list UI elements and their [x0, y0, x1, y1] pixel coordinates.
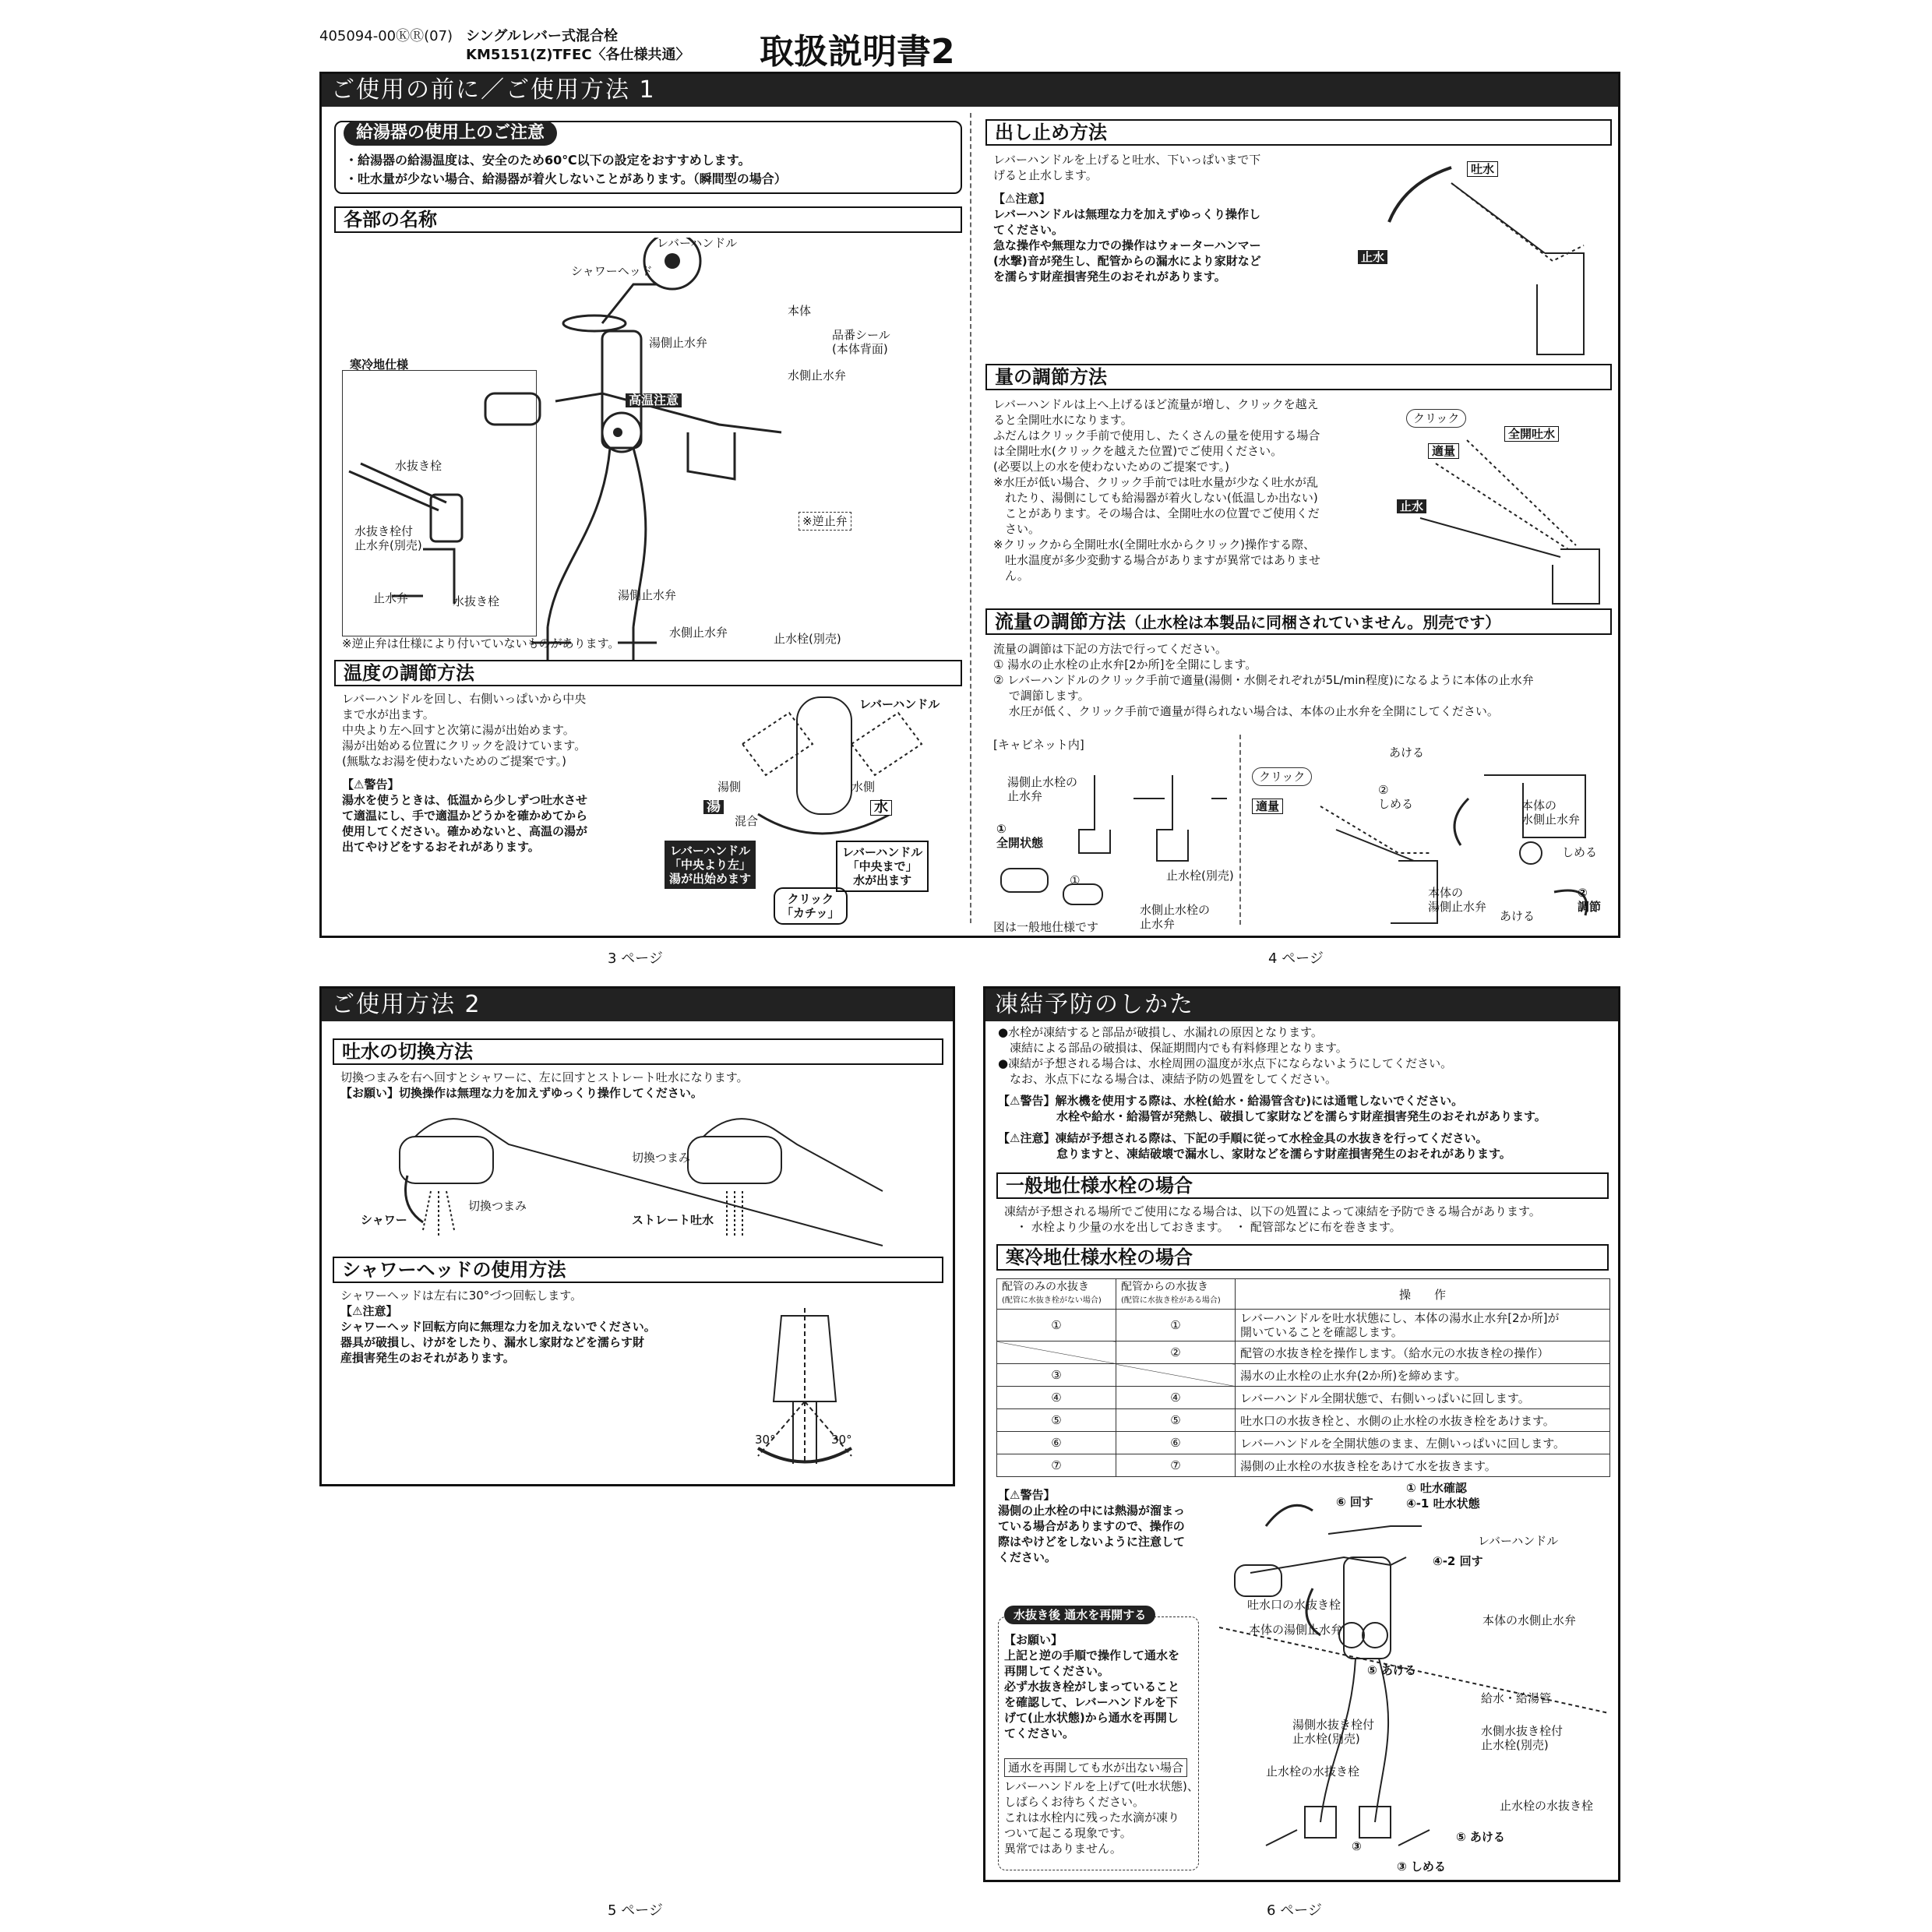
row-1-op: レバーハンドルを吐水状態にし、本体の湯水止水弁[2か所]が 開いていることを確認します。 — [1236, 1310, 1610, 1341]
section-bar: ご使用方法 2 — [322, 989, 953, 1021]
diag-label-valve-drain-2: 止水栓の水抜き栓 — [1500, 1799, 1594, 1813]
heater-line-1: ・給湯器の給湯温度は、安全のため60℃以下の設定をおすすめします。 — [345, 153, 751, 167]
flow-label-out: 吐水 — [1467, 161, 1498, 177]
general-title: 一般地仕様水栓の場合 — [996, 1172, 1609, 1199]
freeze-warn: 【⚠警告】解氷機を使用する際は、水栓(給水・給湯管含む)には通電しないでください。 水栓や給水・給湯管が発熱し、破損して家財などを濡らす財産損害発生のおそれがあります。 — [998, 1094, 1546, 1123]
rate-label-open: あける — [1389, 746, 1425, 760]
switch-line-1: 切換つまみを右へ回すとシャワーに、左に回すとストレート吐水になります。 — [340, 1070, 749, 1084]
product-line-1: シングルレバー式混合栓 — [466, 28, 618, 44]
resume-head: 【お願い】 — [1004, 1633, 1063, 1647]
label-shower-head: シャワーヘッド — [571, 264, 653, 278]
rate-label-two-close: ② しめる — [1378, 783, 1414, 811]
drain-table — [996, 1278, 1610, 1477]
label-check-valve: ※逆止弁 — [799, 512, 851, 531]
flow-title: 出し止め方法 — [985, 119, 1612, 146]
row-2-b: ② — [1116, 1341, 1236, 1364]
heater-line-2: ・吐水量が少ない場合、給湯器が着火しないことがあります。（瞬間型の場合） — [345, 171, 787, 186]
temp-click-box: クリック 「カチッ」 — [774, 887, 848, 925]
diag-label-one-check: ① 吐水確認 — [1406, 1481, 1467, 1495]
subheader-from-pipe: (配管に水抜き栓がある場合) — [1121, 1296, 1221, 1305]
temp-label-lever: レバーハンドル — [859, 697, 940, 711]
drain-procedure-diagram — [1219, 1495, 1609, 1869]
row-7-op: 湯側の止水栓の水抜き栓をあけて水を抜きます。 — [1236, 1454, 1610, 1477]
rate-title-note: （止水栓は本製品に同梱されていません。別売です） — [1126, 613, 1501, 632]
cold-title: 寒冷地仕様水栓の場合 — [996, 1244, 1609, 1271]
row-5-a: ⑤ — [997, 1409, 1116, 1432]
rate-label-open-2: あける — [1500, 909, 1535, 923]
diag-label-five-open: ⑤ あける — [1367, 1663, 1416, 1677]
rate-label-adjust: ② 調節 — [1578, 886, 1602, 914]
cold-warn: 湯側の止水栓の中には熱湯が溜まっ ている場合がありますので、操作の 際はやけどをしないように注意して ください。 — [998, 1504, 1186, 1564]
label-stop-sold: 止水栓(別売) — [774, 632, 841, 646]
diag-label-six-turn: ⑥ 回す — [1336, 1495, 1373, 1509]
table-row — [997, 1387, 1610, 1409]
page-6-panel — [983, 986, 1620, 1882]
subheader-pipe-only: (配管に水抜き栓がない場合) — [1002, 1296, 1102, 1305]
row-5-b: ⑤ — [1116, 1409, 1236, 1432]
volume-title: 量の調節方法 — [985, 364, 1612, 390]
temp-body: レバーハンドルを回し、右側いっぱいから中央 まで水が出ます。 中央より左へ回すと次第に湯が出始めます。 湯が出始める位置にクリックを設けています。 (無駄なお湯を使わないためのご提案です。) — [342, 692, 587, 768]
volume-label-full: 全開吐水 — [1504, 426, 1559, 442]
table-row — [997, 1341, 1610, 1364]
freeze-intro: ●水栓が凍結すると部品が破損し、水漏れの原因となります。 凍結による部品の破損は、保証期間内でも有料修理となります。 ●凍結が予想される場合は、水栓周囲の温度が氷点下にならないようにしてください。 なお、氷点下になる場合は、凍結予防の処置をしてください。 — [998, 1025, 1453, 1086]
rate-label-hot-body: 本体の 湯側止水弁 — [1428, 886, 1487, 914]
diag-label-three-close: ③ しめる — [1397, 1860, 1446, 1874]
volume-label-click: クリック — [1406, 409, 1466, 428]
rate-label-click: クリック — [1252, 767, 1312, 786]
row-4-b: ④ — [1116, 1387, 1236, 1409]
freeze-caution: 【⚠注意】凍結が予想される際は、下記の手順に従って水栓金具の水抜きを行ってください。 怠りますと、凍結破壊で漏水し、家財などを濡らす財産損害発生のおそれがあります。 — [998, 1131, 1511, 1161]
label-body: 本体 — [788, 304, 812, 318]
switch-label-straight: ストレート吐水 — [632, 1213, 714, 1227]
resume-body: 上記と逆の手順で操作して通水を 再開してください。 必ず水抜き栓がしまっていること を確認して、レバーハンドルを下 げて(止水状態)から通水を再開し てください。 — [1004, 1648, 1180, 1740]
rate-title-main: 流量の調節方法 — [995, 611, 1126, 633]
doc-title: 取扱説明書2 — [760, 32, 955, 72]
volume-body: レバーハンドルは上へ上げるほど流量が増し、クリックを越え ると全開吐水になります。 ふだんはクリック手前で使用し、たくさんの量を使用する場合 は全開吐水(クリックを越えた位置)でご使用ください。 (必要以上の水を使わないためのご提案です。) ※水圧が低い場合、クリック手前では吐水量が少なく吐水が乱 れたり、湯側にしても給湯器が着火しない(低温しか出ない) ことがあります。その場合は、全開吐水の位置でご使用くだ さい。 ※クリックから全開吐水(全開吐水からクリック)操作する際、 吐水温度が多少変動する場合がありますが異常ではありませ ん。 — [993, 397, 1321, 583]
volume-label-stop: 止水 — [1397, 499, 1426, 513]
product-line-2: KM5151(Z)TFEC〈各仕様共通〉 — [466, 47, 690, 63]
heater-caution-title: 給湯器の使用上のご注意 — [344, 121, 557, 146]
section-bar: ご使用の前に／ご使用方法 1 — [322, 74, 1618, 107]
resume-pill: 水抜き後 通水を再開する — [1004, 1606, 1155, 1624]
diag-label-lever: レバーハンドル — [1478, 1534, 1559, 1548]
temp-left-box: レバーハンドル 「中央より左」 湯が出始めます — [665, 841, 756, 889]
row-1-a: ① — [997, 1310, 1116, 1341]
switch-title: 吐水の切換方法 — [333, 1038, 943, 1065]
parts-title: 各部の名称 — [334, 206, 962, 233]
row-3-b — [1116, 1364, 1236, 1387]
flow-caution: レバーハンドルは無理な力を加えずゆっくり操作し てください。 急な操作や無理な力での操作はウォーターハンマー (水撃)音が発生し、配管からの漏水により家財など を濡らす財産損害発生のおそれがあります。 — [993, 207, 1261, 284]
page-number-6: 6 ページ — [1267, 1902, 1322, 1919]
switch-diagram — [384, 1105, 914, 1277]
head-caution-head: 【⚠注意】 — [340, 1304, 398, 1318]
general-body: 凍結が予想される場所でご使用になる場合は、以下の処置によって凍結を予防できる場合があります。 ・ 水栓より少量の水を出しておきます。 ・ 配管部などに布を巻きます。 — [1004, 1204, 1541, 1234]
diag-label-four-1: ④-1 吐水状態 — [1406, 1497, 1480, 1511]
diag-label-spout-drain: 吐水口の水抜き栓 — [1247, 1598, 1341, 1612]
flow-body: レバーハンドルを上げると吐水、下いっぱいまで下 げると止水します。 — [993, 153, 1261, 182]
head-caution: シャワーヘッド回転方向に無理な力を加えないでください。 器具が破損し、けがをしたり、漏水し家財などを濡らす財 産損害発生のおそれがあります。 — [340, 1320, 656, 1365]
table-row — [997, 1432, 1610, 1454]
doc-code: 405094-00ⓀⓇ(07) — [319, 28, 453, 44]
label-hot-stop-2: 湯側止水弁 — [618, 588, 677, 602]
row-2-op: 配管の水抜き栓を操作します。（給水元の水抜き栓の操作） — [1236, 1341, 1610, 1364]
pages-3-4-panel — [319, 72, 1620, 938]
switch-label-knob-2: 切換つまみ — [632, 1151, 691, 1165]
rate-label-proper: 適量 — [1252, 799, 1283, 814]
temp-label-cold-side: 水側 — [851, 780, 876, 794]
label-hot-caution: 高温注意 — [626, 393, 682, 407]
rate-label-one: ① — [1070, 873, 1081, 887]
diag-label-three: ③ — [1352, 1839, 1362, 1853]
rate-label-cold-valve: 水側止水栓の 止水弁 — [1140, 903, 1211, 931]
page-5-panel — [319, 986, 955, 1486]
rate-label-stop-sold: 止水栓(別売) — [1166, 869, 1234, 883]
label-drain-plug-2: 水抜き栓 — [453, 594, 500, 608]
row-1-b: ① — [1116, 1310, 1236, 1341]
flow-label-stop: 止水 — [1358, 250, 1387, 264]
flow-caution-head: 【⚠注意】 — [993, 192, 1051, 206]
diag-label-five-open-2: ⑤ あける — [1456, 1830, 1505, 1844]
label-lever: レバーハンドル — [657, 236, 738, 250]
head-title: シャワーヘッドの使用方法 — [333, 1257, 943, 1283]
rate-label-cold-body: 本体の 水側止水弁 — [1521, 799, 1581, 827]
head-line-1: シャワーヘッドは左右に30°づつ回転します。 — [340, 1289, 583, 1303]
label-cold-stop: 水側止水弁 — [788, 368, 847, 383]
label-drain-plug: 水抜き栓 — [395, 459, 442, 473]
row-6-a: ⑥ — [997, 1432, 1116, 1454]
row-3-op: 湯水の止水栓の止水弁(2か所)を締めます。 — [1236, 1364, 1610, 1387]
label-serial: 品番シール (本体背面) — [832, 328, 890, 356]
diag-label-body-cold: 本体の水側止水弁 — [1482, 1613, 1577, 1627]
table-row — [997, 1310, 1610, 1341]
head-deg-left: 30° — [755, 1433, 776, 1447]
label-cold-stop-2: 水側止水弁 — [669, 626, 728, 640]
rate-label-hot-valve: 湯側止水栓の 止水弁 — [1007, 775, 1078, 803]
diag-label-four-2: ④-2 回す — [1433, 1554, 1483, 1568]
nowater-body: レバーハンドルを上げて(吐水状態)、 しばらくお待ちください。 これは水栓内に残った水滴が凍り ついて起こる現象です。 異常ではありません。 — [1004, 1779, 1199, 1856]
rate-title — [985, 608, 1612, 635]
temp-label-hot-side: 湯側 — [717, 780, 742, 794]
rate-label-full-open: ① 全開状態 — [996, 822, 1044, 850]
flow-lever-diagram — [1358, 152, 1615, 362]
diag-label-valve-drain: 止水栓の水抜き栓 — [1266, 1765, 1360, 1779]
temp-label-cold: 水 — [870, 800, 892, 816]
cold-warn-head: 【⚠警告】 — [998, 1488, 1056, 1502]
parts-footnote: ※逆止弁は仕様により付いていないものがあります。 — [342, 636, 620, 650]
table-row — [997, 1454, 1610, 1477]
row-7-b: ⑦ — [1116, 1454, 1236, 1477]
row-6-b: ⑥ — [1116, 1432, 1236, 1454]
row-5-op: 吐水口の水抜き栓と、水側の止水栓の水抜き栓をあけます。 — [1236, 1409, 1610, 1432]
switch-label-shower: シャワー — [361, 1213, 407, 1227]
diag-label-supply: 給水・給湯管 — [1481, 1691, 1552, 1705]
table-row — [997, 1364, 1610, 1387]
switch-line-2: 【お願い】切換操作は無理な力を加えずゆっくり操作してください。 — [340, 1086, 703, 1100]
temp-warn: 湯水を使うときは、低温から少しずつ吐水させ て適温にし、手で適温かどうかを確かめてから 使用してください。確かめないと、高温の湯が 出てやけどをするおそれがあります。 — [342, 793, 588, 854]
label-cold-spec: 寒冷地仕様 — [350, 358, 409, 372]
label-drain-valve: 水抜き栓付 止水弁(別売) — [354, 524, 422, 552]
switch-label-knob-1: 切換つまみ — [468, 1199, 527, 1213]
head-rotation-diagram — [727, 1300, 883, 1472]
rate-label-close: しめる — [1562, 845, 1598, 859]
row-7-a: ⑦ — [997, 1454, 1116, 1477]
rate-label-cabinet: [キャビネット内] — [993, 738, 1084, 752]
row-6-op: レバーハンドルを全開状態のまま、左側いっぱいに回します。 — [1236, 1432, 1610, 1454]
row-4-op: レバーハンドル全開状態で、右側いっぱいに回します。 — [1236, 1387, 1610, 1409]
temp-right-box: レバーハンドル 「中央まで」 水が出ます — [836, 841, 929, 892]
label-stop-valve: 止水弁 — [373, 591, 409, 605]
volume-label-proper: 適量 — [1428, 443, 1459, 459]
row-4-a: ④ — [997, 1387, 1116, 1409]
rate-body: 流量の調節は下記の方法で行ってください。 ① 湯水の止水栓の止水弁[2か所]を全開にします。 ② レバーハンドルのクリック手前で適量(湯側・水側それぞれが5L/min程度)になるように本体の止水弁 で調節します。 水圧が低く、クリック手前で適量が得られない場合は、本体の止水弁を全開にしてください。 — [993, 642, 1534, 718]
header-pipe-only: 配管のみの水抜き — [1002, 1281, 1089, 1293]
page-number-5: 5 ページ — [608, 1902, 663, 1919]
page-number-3: 3 ページ — [608, 950, 663, 967]
row-3-a: ③ — [997, 1364, 1116, 1387]
column-divider — [970, 113, 971, 923]
diag-label-cold-drain-valve: 水側水抜き栓付 止水栓(別売) — [1481, 1724, 1564, 1752]
page-number-4: 4 ページ — [1268, 950, 1324, 967]
diag-label-body-hot: 本体の湯側止水弁 — [1249, 1623, 1343, 1637]
temp-label-mix: 混合 — [735, 814, 759, 828]
head-deg-right: 30° — [831, 1433, 852, 1447]
label-hot-stop: 湯側止水弁 — [649, 336, 708, 350]
temp-title: 温度の調節方法 — [334, 660, 962, 686]
rate-label-general: 図は一般地仕様です — [993, 920, 1099, 934]
header-from-pipe: 配管からの水抜き — [1121, 1281, 1208, 1293]
header-operation: 操 作 — [1236, 1279, 1610, 1310]
row-2-a — [997, 1341, 1116, 1364]
temp-warn-head: 【⚠警告】 — [342, 777, 400, 791]
table-row — [997, 1409, 1610, 1432]
temp-label-hot: 湯 — [703, 800, 724, 814]
diag-label-hot-drain-valve: 湯側水抜き栓付 止水栓(別売) — [1292, 1718, 1375, 1746]
section-bar: 凍結予防のしかた — [985, 989, 1618, 1021]
nowater-title: 通水を再開しても水が出ない場合 — [1004, 1758, 1187, 1777]
